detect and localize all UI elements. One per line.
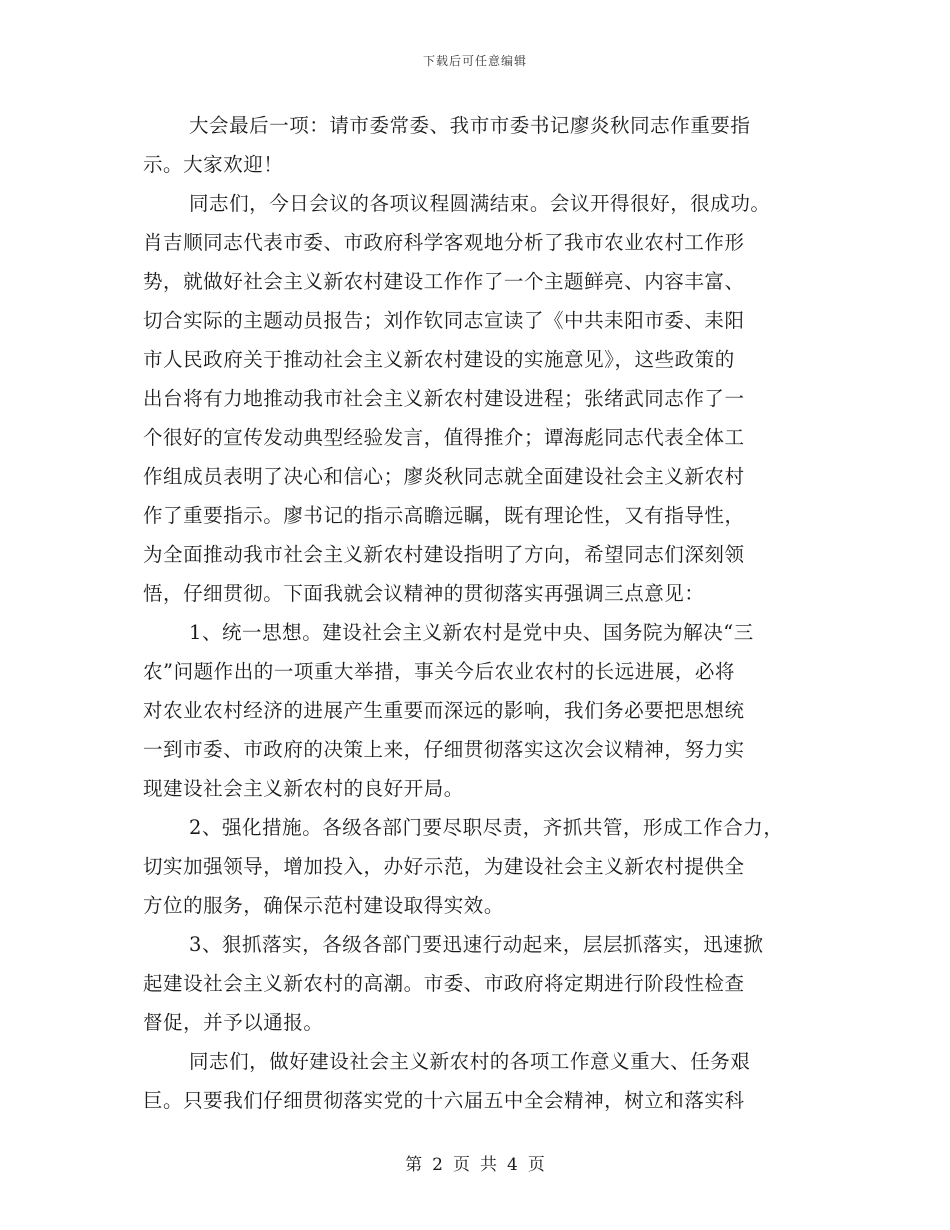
footer-suffix: 页: [527, 1155, 545, 1175]
footer-current-page: 2: [432, 1155, 443, 1175]
paragraph-line: 切合实际的主题动员报告；刘作钦同志宣读了《中共耒阳市委、耒阳: [143, 309, 745, 332]
paragraph-line: 作组成员表明了决心和信心；廖炎秋同志就全面建设社会主义新农村: [143, 465, 745, 488]
paragraph-line: 同志们，今日会议的各项议程圆满结束。会议开得很好，很成功。: [189, 192, 771, 215]
paragraph-line: 2、强化措施。各级各部门要尽职尽责，齐抓共管，形成工作合力，: [189, 816, 784, 839]
page-header: 下载后可任意编辑: [422, 54, 527, 68]
paragraph-line: 个很好的宣传发动典型经验发言，值得推介；谭海彪同志代表全体工: [143, 426, 745, 449]
paragraph-line: 肖吉顺同志代表市委、市政府科学客观地分析了我市农业农村工作形: [143, 231, 745, 254]
paragraph-line: 农”问题作出的一项重大举措，事关今后农业农村的长远进展，必将: [143, 660, 735, 683]
paragraph-line: 对农业农村经济的进展产生重要而深远的影响，我们务必要把思想统: [143, 699, 745, 722]
paragraph-line: 示。大家欢迎！: [143, 153, 284, 176]
paragraph-line: 出台将有力地推动我市社会主义新农村建设进程；张绪武同志作了一: [143, 387, 745, 410]
footer-prefix: 第: [405, 1155, 423, 1175]
footer-total-prefix: 共: [480, 1155, 497, 1175]
page-footer: [0, 1150, 950, 1175]
paragraph-line: 为全面推动我市社会主义新农村建设指明了方向，希望同志们深刻领: [143, 543, 745, 566]
paragraph-line: 作了重要指示。廖书记的指示高瞻远瞩，既有理论性，又有指导性，: [143, 504, 745, 527]
paragraph-line: 方位的服务，确保示范村建设取得实效。: [143, 894, 504, 917]
footer-total-pages: 4: [507, 1155, 518, 1175]
paragraph-line: 督促，并予以通报。: [143, 1011, 324, 1034]
paragraph-line: 大会最后一项：请市委常委、我市市委书记廖炎秋同志作重要指: [189, 114, 751, 137]
document-body: [143, 106, 843, 1120]
paragraph-line: 一到市委、市政府的决策上来，仔细贯彻落实这次会议精神，努力实: [143, 738, 745, 761]
paragraph-line: 切实加强领导，增加投入，办好示范，为建设社会主义新农村提供全: [143, 855, 745, 878]
paragraph-line: 巨。只要我们仔细贯彻落实党的十六届五中全会精神，树立和落实科: [143, 1089, 745, 1112]
paragraph-line: 3、狠抓落实，各级各部门要迅速行动起来，层层抓落实，迅速掀: [189, 933, 764, 956]
paragraph-line: 市人民政府关于推动社会主义新农村建设的实施意见》，这些政策的: [143, 348, 735, 371]
paragraph-line: 1、统一思想。建设社会主义新农村是党中央、国务院为解决“三: [189, 621, 754, 644]
paragraph-line: 悟，仔细贯彻。下面我就会议精神的贯彻落实再强调三点意见：: [143, 582, 705, 605]
paragraph-line: 起建设社会主义新农村的高潮。市委、市政府将定期进行阶段性检查: [143, 972, 745, 995]
footer-page-word: 页: [453, 1155, 470, 1175]
paragraph-line: 同志们，做好建设社会主义新农村的各项工作意义重大、任务艰: [189, 1050, 751, 1073]
paragraph-line: 势，就做好社会主义新农村建设工作作了一个主题鲜亮、内容丰富、: [143, 270, 745, 293]
paragraph-line: 现建设社会主义新农村的良好开局。: [143, 777, 464, 800]
